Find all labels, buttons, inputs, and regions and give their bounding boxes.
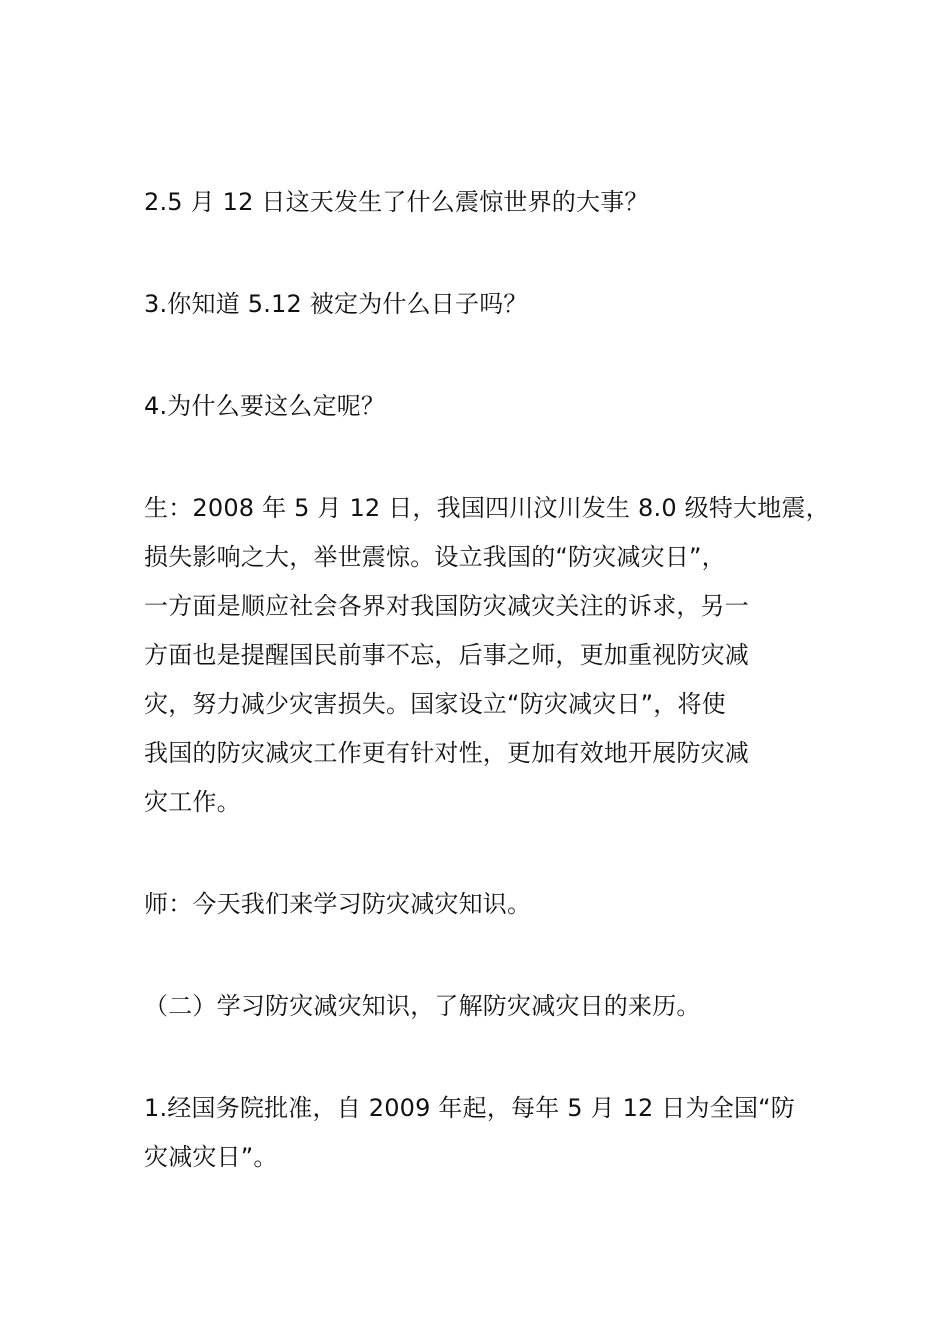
text-line: 一方面是顺应社会各界对我国防灾减灾关注的诉求，另一 xyxy=(144,592,749,620)
question-2 xyxy=(144,178,844,227)
student-answer xyxy=(144,484,844,827)
text-line: 我国的防灾减灾工作更有针对性，更加有效地开展防灾减 xyxy=(144,739,749,767)
text-line: 损失影响之大，举世震惊。设立我国的“防灾减灾日”， xyxy=(144,543,726,571)
text-line: （二）学习防灾减灾知识，了解防灾减灾日的来历。 xyxy=(144,992,701,1020)
document-body xyxy=(144,178,844,1182)
question-4 xyxy=(144,382,844,431)
text-line: 生：2008 年 5 月 12 日，我国四川汶川发生 8.0 级特大地震， xyxy=(144,494,830,522)
text-line: 3.你知道 5.12 被定为什么日子吗？ xyxy=(144,290,528,318)
item-1 xyxy=(144,1084,844,1182)
text-line: 4.为什么要这么定呢？ xyxy=(144,392,386,420)
teacher-statement xyxy=(144,880,844,929)
text-line: 方面也是提醒国民前事不忘，后事之师，更加重视防灾减 xyxy=(144,641,749,669)
text-line: 师：今天我们来学习防灾减灾知识。 xyxy=(144,890,532,918)
text-line: 灾减灾日”。 xyxy=(144,1143,278,1171)
text-line: 灾，努力减少灾害损失。国家设立“防灾减灾日”，将使 xyxy=(144,690,726,718)
section-heading xyxy=(144,982,844,1031)
question-3 xyxy=(144,280,844,329)
text-line: 灾工作。 xyxy=(144,788,241,816)
text-line: 1.经国务院批准，自 2009 年起，每年 5 月 12 日为全国“防 xyxy=(144,1094,795,1122)
text-line: 2.5 月 12 日这天发生了什么震惊世界的大事？ xyxy=(144,188,649,216)
